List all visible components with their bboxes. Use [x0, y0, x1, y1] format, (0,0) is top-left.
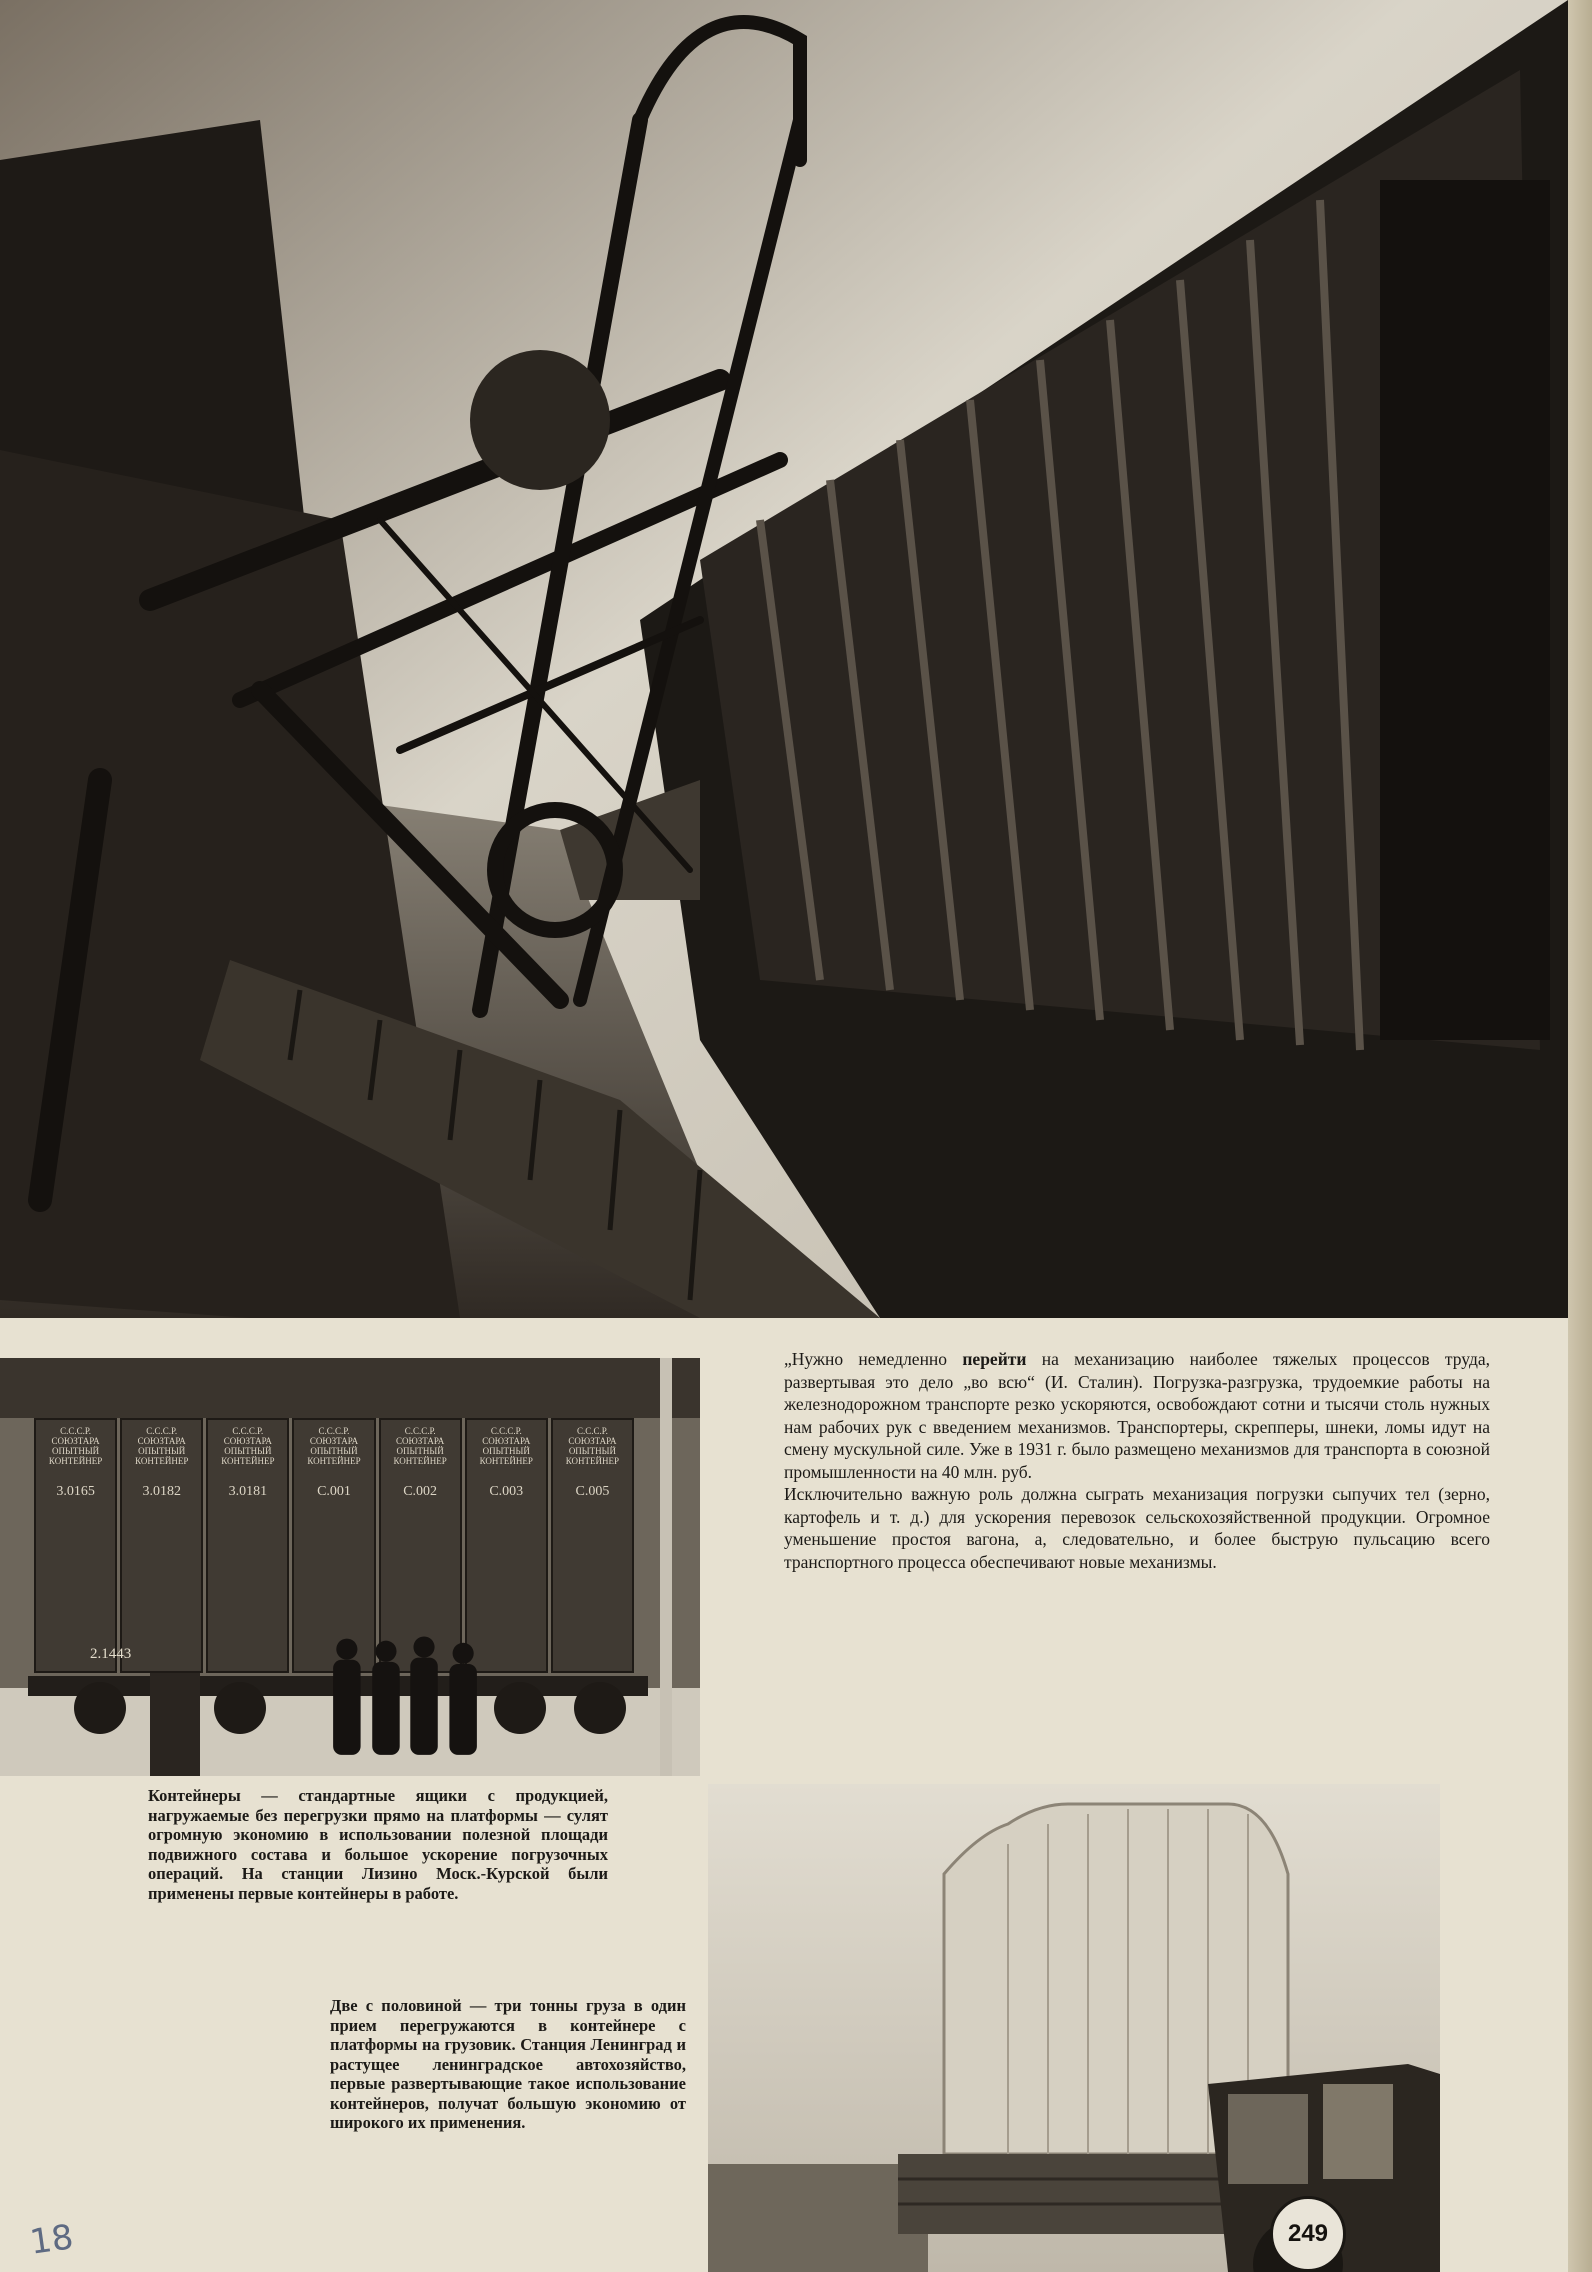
truck-number-plate [1270, 2196, 1346, 2272]
workers-group [300, 1628, 510, 1776]
container-code: 3.0165 [56, 1484, 95, 1499]
container-box [34, 1418, 117, 1673]
container-platform-photo [0, 1358, 700, 1776]
container-box [206, 1418, 289, 1673]
truck-caption: Две с половиной — три тонны груза в один прием перегружаются в контейнере с платформы на грузовик. Станция Ленинград и растущее ленинградское автохозяйство, первые развертывающие такое использование контейнеров, получат большую экономию от широкого их применения. [330, 1996, 686, 2132]
container-header: С.С.С.Р. СОЮЗТАРА ОПЫТНЫЙ КОНТЕЙНЕР [221, 1426, 275, 1466]
page-edge [1568, 0, 1592, 2272]
container-code: С.005 [575, 1484, 610, 1499]
page-number: 18 [27, 2217, 76, 2263]
container-header: С.С.С.Р. СОЮЗТАРА ОПЫТНЫЙ КОНТЕЙНЕР [48, 1426, 103, 1466]
container-box [551, 1418, 634, 1673]
container-truck-photo [708, 1784, 1440, 2272]
main-paragraph-1 [784, 1348, 1490, 1483]
container-header: С.С.С.Р. СОЮЗТАРА ОПЫТНЫЙ КОНТЕЙНЕР [307, 1426, 361, 1466]
container-code: 3.0181 [228, 1484, 268, 1499]
truck-number: 249 [1287, 2220, 1329, 2247]
main-paragraph-2: Исключительно важную роль должна сыграть механизация погрузки сыпучих тел (зерно, картофель и т. д.) для ускорения перевозок сельскохозяйственной продукции. Огромное уменьшение простоя вагона, а, следовательно, и более быструю пульсацию всего транспортного процесса обеспечивают новые механизмы. [784, 1484, 1490, 1572]
container-code: С.001 [317, 1484, 351, 1499]
container-header: С.С.С.Р. СОЮЗТАРА ОПЫТНЫЙ КОНТЕЙНЕР [135, 1426, 189, 1466]
main-article-text [784, 1348, 1490, 1573]
container-header: С.С.С.Р. СОЮЗТАРА ОПЫТНЫЙ КОНТЕЙНЕР [565, 1426, 620, 1466]
container-code: С.002 [403, 1484, 438, 1499]
container-header: С.С.С.Р. СОЮЗТАРА ОПЫТНЫЙ КОНТЕЙНЕР [393, 1426, 447, 1466]
quote-rest: на механизацию наиболее тяжелых процессов труда, развертывая это дело „во всю“ (И. Сталин). Погрузка-разгрузка, трудоемкие работы на железнодорожном транспорте резко ускоряются, освобождают сотни и тысячи столь нужных нам рабочих рук с введением механизмов. Транспортеры, скрепперы, шнеки, ломы идут на смену мускульной силе. Уже в 1931 г. было размещено механизмов для транспорта в союзной промышленности на 40 млн. руб. [784, 1349, 1491, 1482]
container-code: С.003 [489, 1484, 524, 1499]
quote-open: „Нужно немедленно [784, 1349, 963, 1369]
container-code: 3.0182 [142, 1484, 181, 1499]
container-header: С.С.С.Р. СОЮЗТАРА ОПЫТНЫЙ КОНТЕЙНЕР [479, 1426, 533, 1466]
quote-bold-word: перейти [962, 1349, 1027, 1369]
containers-caption: Контейнеры — стандартные ящики с продукцией, нагружаемые без перегрузки прямо на платформы — сулят огромную экономию в использовании полезной площади подвижного состава и большое ускорение погрузочных операций. На станции Лизино Моск.-Курской были применены первые контейнеры в работе. [148, 1786, 608, 1903]
container-box [120, 1418, 203, 1673]
wagon-number: 2.1443 [90, 1646, 132, 1662]
